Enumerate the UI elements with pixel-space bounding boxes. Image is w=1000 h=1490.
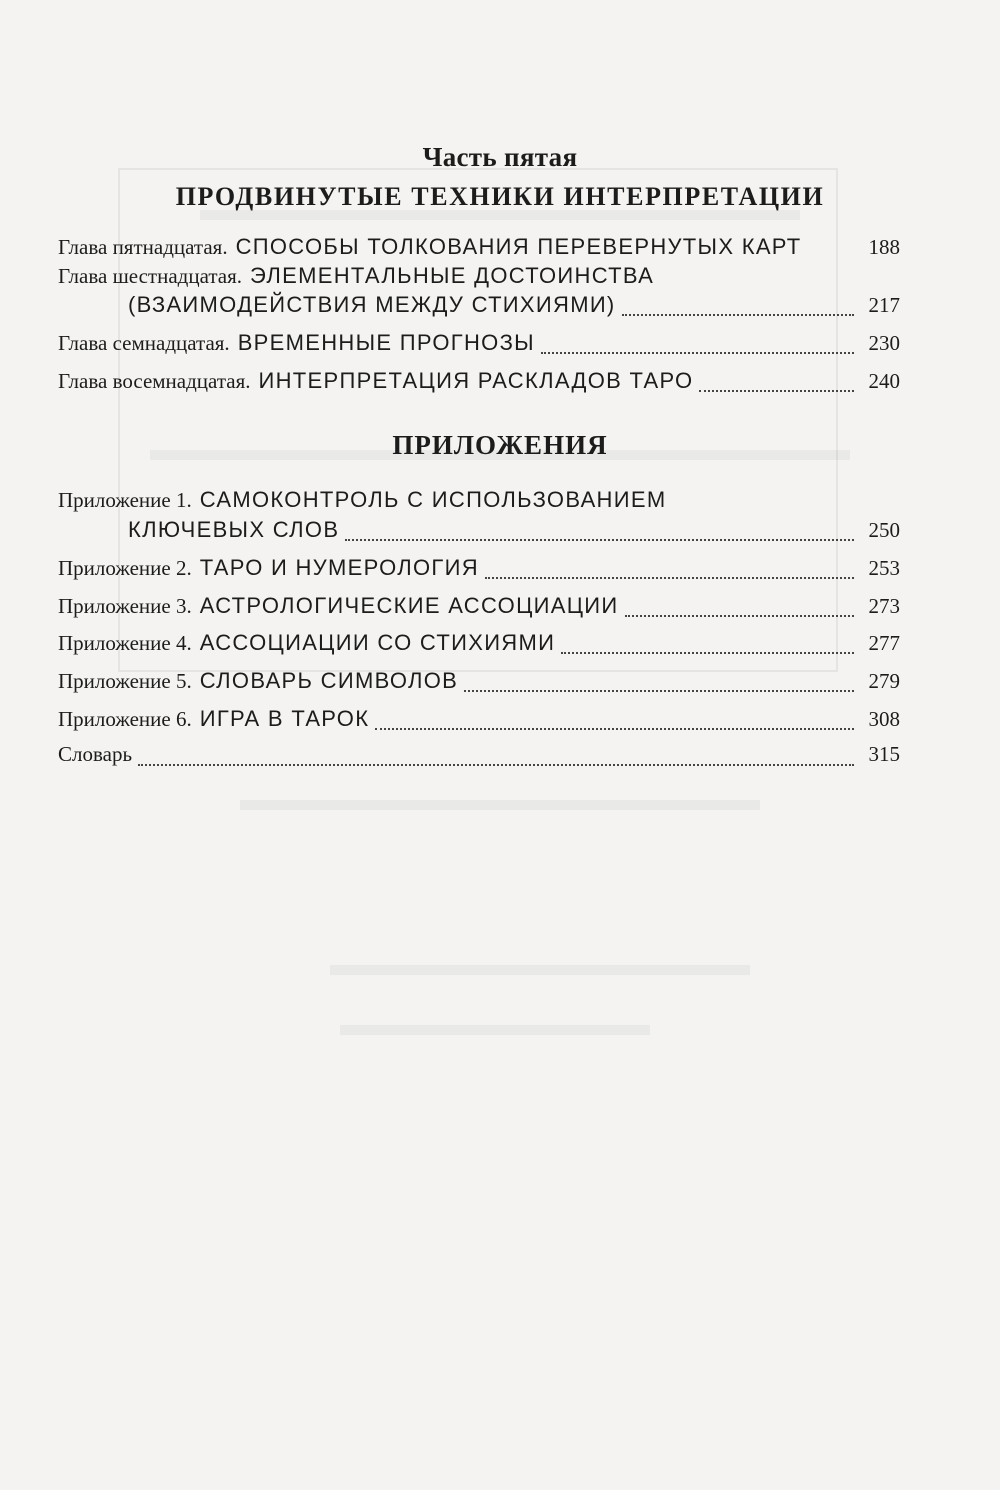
- appendix-heading: ПРИЛОЖЕНИЯ: [392, 430, 608, 460]
- entry-prefix: Приложение 2.: [58, 556, 192, 580]
- toc-entry: [58, 368, 900, 400]
- leader-dots: [699, 389, 854, 392]
- entry-title: ВРЕМЕННЫЕ ПРОГНОЗЫ: [237, 330, 535, 355]
- entry-title: СЛОВАРЬ СИМВОЛОВ: [199, 668, 459, 693]
- leader-dots: [808, 256, 854, 257]
- entry-prefix: Приложение 5.: [58, 669, 192, 693]
- entry-page: 230: [868, 331, 900, 355]
- toc-entry-continuation: [128, 292, 900, 324]
- leader-dots: [561, 651, 854, 654]
- entry-page: 188: [868, 235, 900, 259]
- toc-entry: [58, 630, 900, 662]
- part-title: ПРОДВИНУТЫЕ ТЕХНИКИ ИНТЕРПРЕТАЦИИ: [175, 182, 825, 211]
- entry-prefix: Приложение 3.: [58, 594, 192, 618]
- leader-dots: [485, 576, 854, 579]
- toc-entry: [58, 668, 900, 700]
- leader-dots: [622, 313, 854, 316]
- entry-title: ЭЛЕМЕНТАЛЬНЫЕ ДОСТОИНСТВА: [250, 263, 655, 288]
- entry-page: 279: [868, 669, 900, 693]
- entry-page: 253: [868, 556, 900, 580]
- entry-page: 217: [868, 293, 900, 317]
- entry-title-continued: КЛЮЧЕВЫХ СЛОВ: [128, 517, 340, 542]
- entry-prefix: Приложение 4.: [58, 631, 192, 655]
- entry-page: 308: [868, 707, 900, 731]
- leader-dots: [625, 614, 854, 617]
- entry-prefix: Приложение 1.: [58, 488, 192, 512]
- leader-dots: [345, 538, 854, 541]
- leader-dots: [464, 689, 854, 692]
- entry-title: САМОКОНТРОЛЬ С ИСПОЛЬЗОВАНИЕМ: [199, 487, 667, 512]
- entry-page: 277: [868, 631, 900, 655]
- leader-dots: [138, 763, 854, 766]
- leader-dots: [541, 351, 854, 354]
- entry-title: ИНТЕРПРЕТАЦИЯ РАСКЛАДОВ ТАРО: [258, 368, 694, 393]
- entry-prefix: Глава семнадцатая.: [58, 331, 230, 355]
- toc-entry-continuation: [128, 517, 900, 549]
- part-label: Часть пятая: [422, 142, 578, 172]
- toc-entry: [58, 487, 900, 519]
- entry-page: 250: [868, 518, 900, 542]
- toc-entry: [58, 330, 900, 362]
- toc-entry: [58, 263, 900, 295]
- toc-entry-glossary: [58, 742, 900, 774]
- toc-entry: [58, 706, 900, 738]
- entry-page: 240: [868, 369, 900, 393]
- entry-prefix: Приложение 6.: [58, 707, 192, 731]
- toc-entry: [58, 593, 900, 625]
- entry-prefix: Глава шестнадцатая.: [58, 264, 243, 288]
- entry-title: АССОЦИАЦИИ СО СТИХИЯМИ: [199, 630, 556, 655]
- entry-title-continued: (ВЗАИМОДЕЙСТВИЯ МЕЖДУ СТИХИЯМИ): [128, 292, 616, 317]
- entry-title: ИГРА В ТАРОК: [199, 706, 370, 731]
- entry-title: ТАРО И НУМЕРОЛОГИЯ: [199, 555, 479, 580]
- entry-title: СПОСОБЫ ТОЛКОВАНИЯ ПЕРЕВЕРНУТЫХ КАРТ: [235, 234, 802, 259]
- entry-page: 273: [868, 594, 900, 618]
- entry-prefix: Словарь: [58, 742, 133, 766]
- entry-page: 315: [868, 742, 900, 766]
- entry-prefix: Глава восемнадцатая.: [58, 369, 251, 393]
- toc-entry: [58, 234, 900, 266]
- entry-prefix: Глава пятнадцатая.: [58, 235, 228, 259]
- leader-dots: [375, 727, 854, 730]
- toc-entry: [58, 555, 900, 587]
- entry-title: АСТРОЛОГИЧЕСКИЕ АССОЦИАЦИИ: [199, 593, 619, 618]
